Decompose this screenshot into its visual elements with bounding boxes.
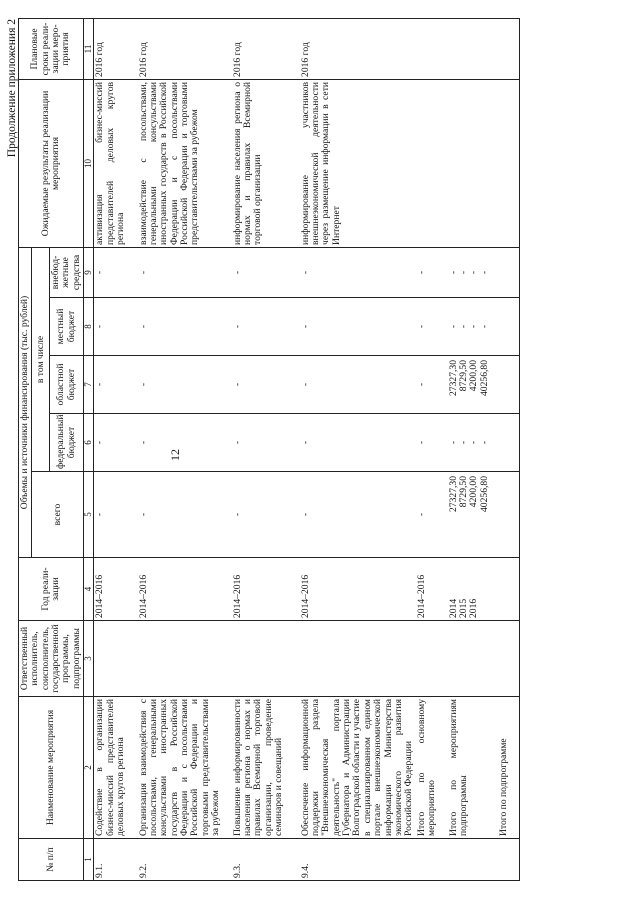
amount: - [458, 440, 470, 445]
row-name: Организация взаимодействия с посольствами, генеральными консульствами иностранных государств в Российской Федерации и с посольствами Российской Федерации и торговыми представительствами за рубежом [138, 697, 232, 839]
row-num: 9.3. [232, 839, 300, 881]
row-year [498, 558, 520, 621]
row-federal-list [448, 414, 498, 472]
amount: - [447, 324, 459, 329]
row-expected: активизация бизнес-миссий представителей деловых кругов региона [94, 79, 138, 247]
row-name: Повышение информированности населения региона о нормах и правилах Всемирной торговой организации, проведение семинаров и совещаний [232, 697, 300, 839]
amount: 4200,00 [468, 476, 480, 508]
col-number: 8 [84, 298, 94, 356]
amount: - [458, 270, 470, 275]
row-name: Итого по мероприятиям подпрограммы [448, 697, 498, 839]
table-row [498, 18, 520, 880]
row-regional [498, 356, 520, 414]
col-number: 7 [84, 356, 94, 414]
row-local: - [232, 298, 300, 356]
amount: - [468, 324, 480, 329]
year-value: 2015 [458, 598, 470, 618]
row-federal: - [300, 414, 416, 472]
row-total: - [416, 472, 448, 558]
financing-table [18, 18, 520, 881]
col-number: 9 [84, 247, 94, 297]
row-extra: - [300, 247, 416, 297]
row-expected: информирование населения региона о нормах и правилах Всемирной торговой организации [232, 79, 300, 247]
row-name: Содействие в организации бизнес-миссий представителей деловых кругов региона [94, 697, 138, 839]
amount: - [447, 270, 459, 275]
table-row [448, 18, 498, 880]
row-terms [498, 18, 520, 79]
page-number: 12 [168, 449, 182, 461]
header-extra: внебюд-жетные средства [50, 247, 84, 297]
row-regional: - [416, 356, 448, 414]
row-total: - [138, 472, 232, 558]
row-terms [416, 18, 448, 79]
header-local: местный бюджет [50, 298, 84, 356]
table-row [232, 18, 300, 880]
header-terms: Плановые сроки реали-зации меро-приятия [19, 18, 84, 79]
table-row [94, 18, 138, 880]
amount: 8729,50 [458, 476, 470, 508]
row-federal: - [94, 414, 138, 472]
amount: - [468, 440, 480, 445]
year-value: 2014 [447, 598, 459, 618]
row-extra: - [138, 247, 232, 297]
row-num: 9.2. [138, 839, 232, 881]
row-name: Обеспечение информационной поддержки раздела "Внешнеэкономическая деятельность" портала Губернатора и Администрации Волгоградской области и участие в специализированном едином портале внешнеэкономической информации Министерства экономического развития Российской Федерации [300, 697, 416, 839]
row-name: Итого по основному мероприятию [416, 697, 448, 839]
row-expected: информирование участников внешнеэкономической деятельности через размещение информации в сети Интернет [300, 79, 416, 247]
header-volumes: Объемы и источники финансирования (тыс. рублей) [19, 247, 32, 557]
col-number: 3 [84, 621, 94, 697]
header-year: Год реали-зации [19, 558, 84, 621]
col-number: 10 [84, 79, 94, 247]
row-local-list [448, 298, 498, 356]
row-regional-list [448, 356, 498, 414]
header-incl: в том числе [32, 247, 50, 471]
row-year: 2014–2016 [300, 558, 416, 621]
row-regional: - [300, 356, 416, 414]
row-local: - [416, 298, 448, 356]
header-total: всего [32, 472, 84, 558]
row-total: - [232, 472, 300, 558]
header-expected: Ожидаемые результаты реализации мероприятия [19, 79, 84, 247]
amount: 40256,80 [478, 360, 490, 396]
row-num: 9.1. [94, 839, 138, 881]
row-federal: - [138, 414, 232, 472]
row-year-list [448, 558, 498, 621]
row-extra [498, 247, 520, 297]
row-federal: - [416, 414, 448, 472]
amount: 27327,30 [447, 476, 459, 512]
col-number: 6 [84, 414, 94, 472]
row-executor [300, 621, 416, 697]
row-expected [416, 79, 448, 247]
col-number: 11 [84, 18, 94, 79]
amount: - [478, 270, 490, 275]
row-total: - [300, 472, 416, 558]
row-year: 2014–2016 [138, 558, 232, 621]
col-number: 5 [84, 472, 94, 558]
row-terms: 2016 год [232, 18, 300, 79]
row-terms: 2016 год [94, 18, 138, 79]
amount: - [478, 324, 490, 329]
row-extra-list [448, 247, 498, 297]
row-extra: - [94, 247, 138, 297]
row-local [498, 298, 520, 356]
col-number: 4 [84, 558, 94, 621]
row-executor [232, 621, 300, 697]
row-expected [498, 79, 520, 247]
row-terms: 2016 год [138, 18, 232, 79]
row-total: - [94, 472, 138, 558]
table-row [300, 18, 416, 880]
row-local: - [138, 298, 232, 356]
amount: - [458, 324, 470, 329]
amount: 8729,50 [458, 360, 470, 392]
row-regional: - [232, 356, 300, 414]
continuation-label: Продолжение приложения 2 [6, 19, 18, 158]
row-extra: - [416, 247, 448, 297]
row-expected: взаимодействие с посольствами, генеральными консульствами иностранных государств в Российской Федерации и с посольствами Российской Федерации и торговыми представительствами за рубежом [138, 79, 232, 247]
row-terms [448, 18, 498, 79]
row-num: 9.4. [300, 839, 416, 881]
row-total [498, 472, 520, 558]
row-num [498, 839, 520, 881]
col-number: 1 [84, 839, 94, 881]
header-executor: Ответственный исполнитель, соисполнитель, государственной программы, подпрограммы [19, 621, 84, 697]
rotated-sheet [0, 15, 640, 895]
row-executor [94, 621, 138, 697]
header-num: № п/п [19, 839, 84, 881]
row-year: 2014–2016 [232, 558, 300, 621]
amount: - [447, 440, 459, 445]
row-executor [416, 621, 448, 697]
row-regional: - [94, 356, 138, 414]
col-number: 2 [84, 697, 94, 839]
row-local: - [94, 298, 138, 356]
row-year: 2014–2016 [416, 558, 448, 621]
row-federal: - [232, 414, 300, 472]
header-name: Наименование мероприятия [19, 697, 84, 839]
row-name: Итого по подпрограмме [498, 697, 520, 839]
table-row [138, 18, 232, 880]
amount: 40256,80 [478, 476, 490, 512]
header-regional: областной бюджет [50, 356, 84, 414]
row-num [416, 839, 448, 881]
amount: 4200,00 [468, 360, 480, 392]
table-row [416, 18, 448, 880]
amount: - [468, 270, 480, 275]
amount: - [478, 440, 490, 445]
row-num [448, 839, 498, 881]
row-local: - [300, 298, 416, 356]
year-value: 2016 [468, 598, 480, 618]
row-executor [448, 621, 498, 697]
row-federal [498, 414, 520, 472]
header-federal: федеральный бюджет [50, 414, 84, 472]
amount: 27327,30 [447, 360, 459, 396]
row-expected [448, 79, 498, 247]
row-year: 2014–2016 [94, 558, 138, 621]
row-executor [138, 621, 232, 697]
row-regional: - [138, 356, 232, 414]
row-extra: - [232, 247, 300, 297]
row-terms: 2016 год [300, 18, 416, 79]
row-total-list [448, 472, 498, 558]
row-executor [498, 621, 520, 697]
